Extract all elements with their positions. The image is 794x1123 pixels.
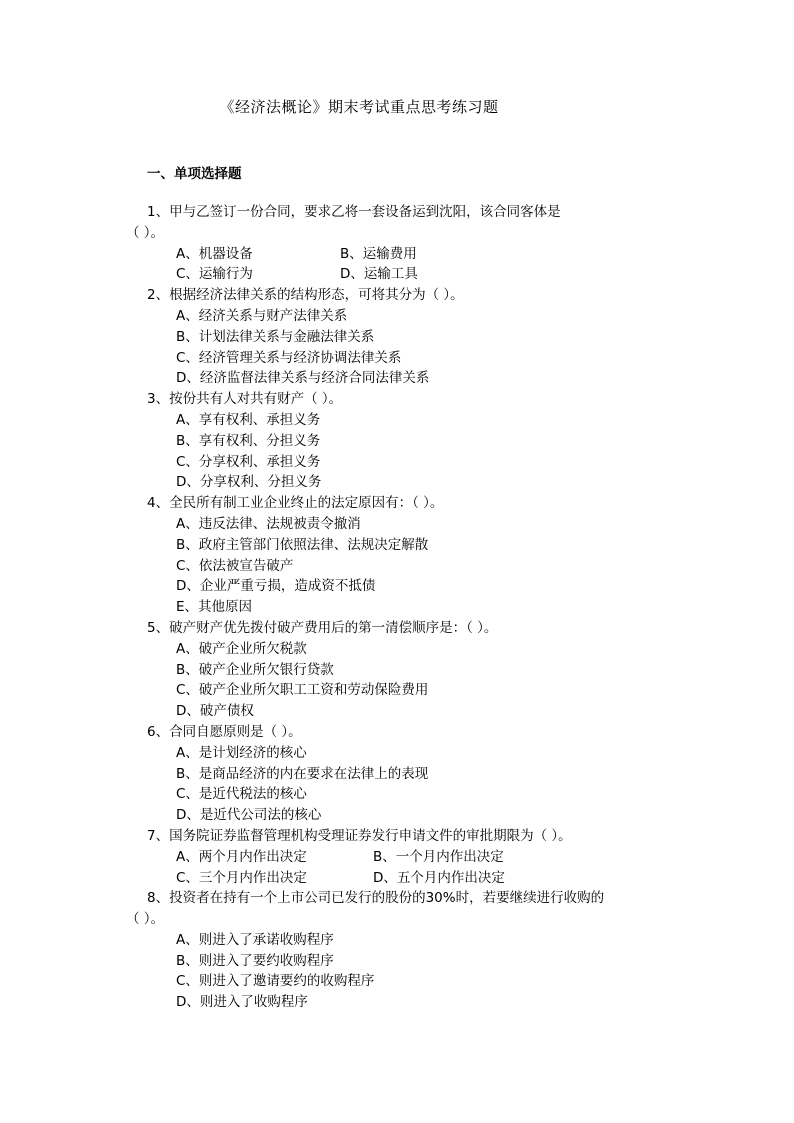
option-d: D、运输工具 — [340, 266, 418, 283]
question-6-option-d: D、是近代公司法的核心 — [176, 807, 322, 824]
question-8-option-b: B、则进入了要约收购程序 — [176, 952, 334, 969]
question-4-option-c: C、依法被宣告破产 — [176, 557, 294, 574]
question-4-option-a: A、违反法律、法规被责令撤消 — [176, 515, 361, 532]
question-8-option-d: D、则进入了收购程序 — [176, 994, 308, 1011]
question-1-stem-continuation: （ ）。 — [126, 224, 165, 241]
question-5-stem: 5、破产财产优先拨付破产费用后的第一清偿顺序是：（ ）。 — [147, 619, 498, 636]
question-8-option-c: C、则进入了邀请要约的收购程序 — [176, 973, 375, 990]
question-2-option-b: B、计划法律关系与金融法律关系 — [176, 328, 375, 345]
question-5-option-a: A、破产企业所欠税款 — [176, 640, 307, 657]
question-7-stem: 7、国务院证券监督管理机构受理证券发行申请文件的审批期限为（ ）。 — [147, 827, 572, 844]
option-c: C、三个月内作出决定 — [176, 869, 307, 886]
question-7-option-row — [0, 868, 794, 889]
question-5-option-b: B、破产企业所欠银行贷款 — [176, 661, 334, 678]
question-3-option-a: A、享有权利、承担义务 — [176, 411, 321, 428]
question-6-stem: 6、合同自愿原则是（ ）。 — [147, 723, 302, 740]
option-d: D、五个月内作出决定 — [373, 869, 505, 886]
question-3-option-d: D、分享权利、分担义务 — [176, 474, 322, 491]
question-1-stem: 1、甲与乙签订一份合同，要求乙将一套设备运到沈阳，该合同客体是 — [147, 204, 561, 220]
question-4-option-e: E、其他原因 — [176, 599, 253, 616]
question-8-stem: 8、投资者在持有一个上市公司已发行的股份的30%时，若要继续进行收购的 — [147, 890, 605, 907]
question-2-option-c: C、经济管理关系与经济协调法律关系 — [176, 349, 402, 366]
question-4-stem: 4、全民所有制工业企业终止的法定原因有：（ ）。 — [147, 495, 444, 512]
question-1-option-row — [0, 244, 794, 265]
question-3-option-b: B、享有权利、分担义务 — [176, 432, 321, 449]
option-b: B、运输费用 — [340, 245, 417, 262]
question-6-option-a: A、是计划经济的核心 — [176, 744, 307, 761]
question-3-option-c: C、分享权利、承担义务 — [176, 453, 321, 470]
document-title: 《经济法概论》期末考试重点思考练习题 — [219, 98, 499, 116]
question-4-option-d: D、企业严重亏损，造成资不抵债 — [176, 578, 376, 595]
question-4-option-b: B、政府主管部门依照法律、法规决定解散 — [176, 536, 429, 553]
question-2-option-d: D、经济监督法律关系与经济合同法律关系 — [176, 370, 430, 387]
question-8-stem-continuation: （ ）。 — [126, 911, 165, 928]
question-2-stem: 2、根据经济法律关系的结构形态，可将其分为（ ）。 — [147, 287, 464, 304]
option-c: C、运输行为 — [176, 266, 253, 283]
question-2-option-a: A、经济关系与财产法律关系 — [176, 307, 348, 324]
question-list — [0, 202, 794, 1013]
option-a: A、两个月内作出决定 — [176, 848, 307, 865]
option-a: A、机器设备 — [176, 245, 253, 262]
question-8-option-a: A、则进入了承诺收购程序 — [176, 931, 334, 948]
question-5-option-d: D、破产债权 — [176, 703, 254, 720]
question-6-option-c: C、是近代税法的核心 — [176, 786, 307, 803]
question-7-option-row — [0, 847, 794, 868]
question-1-option-row — [0, 264, 794, 285]
question-5-option-c: C、破产企业所欠职工工资和劳动保险费用 — [176, 682, 429, 699]
question-3-stem: 3、按份共有人对共有财产（ ）。 — [147, 391, 343, 408]
option-b: B、一个月内作出决定 — [373, 848, 504, 865]
question-6-option-b: B、是商品经济的内在要求在法律上的表现 — [176, 765, 429, 782]
section-heading: 一、单项选择题 — [147, 166, 242, 182]
